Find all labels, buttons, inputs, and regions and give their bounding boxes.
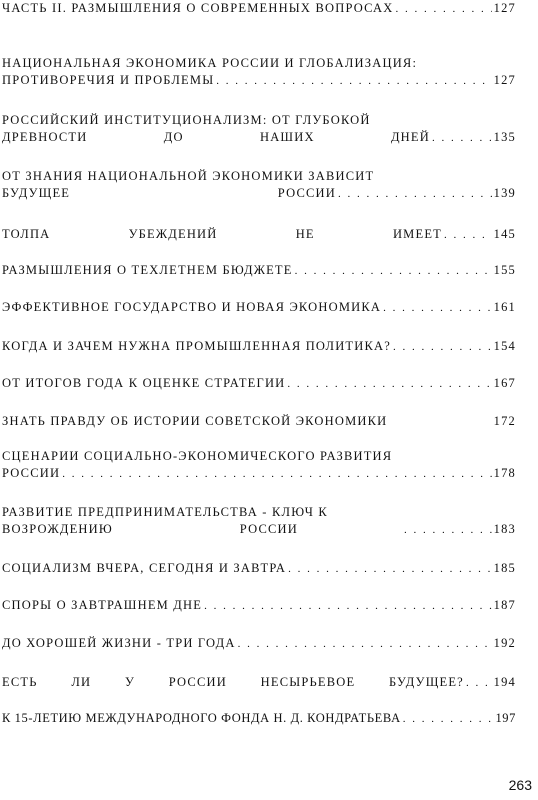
toc-entry-justified-line bbox=[2, 226, 442, 243]
toc-leader bbox=[404, 522, 492, 539]
toc-entry-title: ДО ХОРОШЕЙ ЖИЗНИ - ТРИ ГОДА bbox=[2, 636, 236, 650]
toc-leader bbox=[466, 675, 492, 692]
toc-entry-title: ЧАСТЬ II. РАЗМЫШЛЕНИЯ О СОВРЕМЕННЫХ ВОПРОСАХ bbox=[2, 1, 394, 15]
toc-entry bbox=[2, 375, 516, 393]
toc-leader bbox=[444, 227, 492, 244]
toc-entry-page: 145 bbox=[493, 227, 516, 241]
toc-leader bbox=[432, 130, 492, 147]
toc-entry-word: РОССИИ bbox=[239, 522, 298, 536]
toc-entry-title: РОССИИ bbox=[2, 466, 61, 480]
toc-entry-title: КОГДА И ЗАЧЕМ НУЖНА ПРОМЫШЛЕННАЯ ПОЛИТИКА? bbox=[2, 339, 392, 353]
toc-entry-title-line: НАЦИОНАЛЬНАЯ ЭКОНОМИКА РОССИИ И ГЛОБАЛИЗАЦИЯ: bbox=[2, 56, 418, 70]
toc-entry-title-line: РОССИЙСКИЙ ИНСТИТУЦИОНАЛИЗМ: ОТ ГЛУБОКОЙ bbox=[2, 113, 371, 127]
toc-entry-word: БУДУЩЕЕ bbox=[2, 186, 71, 200]
toc-entry bbox=[2, 55, 516, 90]
toc-entry bbox=[2, 674, 516, 692]
toc-leader bbox=[338, 186, 492, 203]
toc-entry-word: БУДУЩЕЕ? bbox=[389, 675, 464, 689]
toc-leader bbox=[393, 339, 492, 356]
toc-entry-word: У bbox=[124, 675, 135, 689]
toc-entry-title: СПОРЫ О ЗАВТРАШНЕМ ДНЕ bbox=[2, 598, 203, 612]
toc-entry-word: ЛИ bbox=[71, 675, 92, 689]
toc-leader bbox=[288, 561, 492, 578]
toc-entry-page: 197 bbox=[495, 711, 516, 725]
toc-leader bbox=[238, 636, 492, 653]
toc-entry-title: ЭФФЕКТИВНОЕ ГОСУДАРСТВО И НОВАЯ ЭКОНОМИКА bbox=[2, 300, 382, 314]
toc-entry-title: РАЗМЫШЛЕНИЯ О ТЕХЛЕТНЕМ БЮДЖЕТЕ bbox=[2, 263, 293, 277]
toc-entry-page: 127 bbox=[493, 73, 516, 87]
toc-entry-title: К 15-ЛЕТИЮ МЕЖДУНАРОДНОГО ФОНДА Н. Д. КОНДРАТЬЕВА bbox=[2, 711, 401, 725]
toc-entry bbox=[2, 112, 516, 147]
toc-entry-page: 178 bbox=[493, 466, 516, 480]
page-number: 263 bbox=[508, 777, 532, 793]
toc-entry-word: ИМЕЕТ bbox=[392, 227, 442, 241]
toc-entry-page: 139 bbox=[493, 186, 516, 200]
toc-entry-page: 135 bbox=[493, 130, 516, 144]
toc-entry-word: ДРЕВНОСТИ bbox=[2, 130, 88, 144]
toc-entry-page: 187 bbox=[493, 598, 516, 612]
toc-entry bbox=[2, 448, 516, 483]
toc-entry-word: ЕСТЬ bbox=[2, 675, 38, 689]
toc-entry-page: 172 bbox=[493, 414, 516, 428]
toc-entry bbox=[2, 710, 516, 728]
toc-entry bbox=[2, 299, 516, 317]
toc-entry bbox=[2, 0, 516, 18]
toc-leader bbox=[383, 300, 492, 317]
toc-entry bbox=[2, 338, 516, 356]
toc-entry-word: УБЕЖДЕНИЙ bbox=[128, 227, 218, 241]
toc-entry-page: 127 bbox=[493, 1, 516, 15]
toc-entry-title-line: РАЗВИТИЕ ПРЕДПРИНИМАТЕЛЬСТВА - КЛЮЧ К bbox=[2, 505, 328, 519]
toc-entry-title: ОТ ИТОГОВ ГОДА К ОЦЕНКЕ СТРАТЕГИИ bbox=[2, 376, 286, 390]
toc-entry-title: СОЦИАЛИЗМ ВЧЕРА, СЕГОДНЯ И ЗАВТРА bbox=[2, 561, 287, 575]
toc-entry bbox=[2, 504, 516, 539]
toc-entry-word: НЕСЫРЬЕВОЕ bbox=[260, 675, 356, 689]
toc-entry-title-line: ОТ ЗНАНИЯ НАЦИОНАЛЬНОЙ ЭКОНОМИКИ ЗАВИСИТ bbox=[2, 169, 375, 183]
toc-entry bbox=[2, 560, 516, 578]
toc-entry bbox=[2, 597, 516, 615]
toc-entry-title-line: СЦЕНАРИИ СОЦИАЛЬНО-ЭКОНОМИЧЕСКОГО РАЗВИТИЯ bbox=[2, 449, 393, 463]
toc-leader bbox=[287, 376, 491, 393]
toc-leader bbox=[216, 73, 491, 90]
toc-leader bbox=[204, 598, 492, 615]
toc-entry-page: 155 bbox=[493, 263, 516, 277]
toc-entry-word: ВОЗРОЖДЕНИЮ bbox=[2, 522, 113, 536]
toc-entry-word: ТОЛПА bbox=[2, 227, 51, 241]
toc-entry bbox=[2, 635, 516, 653]
toc-leader bbox=[396, 1, 492, 18]
toc-entry-page: 185 bbox=[493, 561, 516, 575]
toc-entry-word: НАШИХ bbox=[259, 130, 315, 144]
toc-entry-page: 154 bbox=[493, 339, 516, 353]
toc-entry-page: 183 bbox=[493, 522, 516, 536]
toc-entry-title: ПРОТИВОРЕЧИЯ И ПРОБЛЕМЫ bbox=[2, 73, 215, 87]
toc-leader bbox=[403, 711, 494, 728]
toc-entry bbox=[2, 413, 516, 430]
toc-entry-word: РОССИИ bbox=[168, 675, 227, 689]
toc-entry-word: РОССИИ bbox=[277, 186, 336, 200]
toc-entry bbox=[2, 168, 516, 203]
toc-entry-word: ДНЕЙ bbox=[390, 130, 430, 144]
toc-entry-page: 167 bbox=[493, 376, 516, 390]
toc-leader bbox=[295, 263, 492, 280]
toc-entry-page: 192 bbox=[493, 636, 516, 650]
toc-entry-title: ЗНАТЬ ПРАВДУ ОБ ИСТОРИИ СОВЕТСКОЙ ЭКОНОМИКИ bbox=[2, 414, 388, 428]
toc-entry-word: НЕ bbox=[295, 227, 315, 241]
toc-entry-justified-line bbox=[2, 129, 430, 146]
toc-entry-page: 161 bbox=[493, 300, 516, 314]
toc-entry-word: ДО bbox=[163, 130, 184, 144]
toc-leader bbox=[62, 466, 491, 483]
toc-entry-justified-line bbox=[2, 674, 464, 691]
toc-entry bbox=[2, 226, 516, 244]
toc-entry-justified-line bbox=[2, 521, 298, 538]
toc-entry-justified-line bbox=[2, 185, 336, 202]
toc-entry bbox=[2, 262, 516, 280]
toc-entry-page: 194 bbox=[493, 675, 516, 689]
